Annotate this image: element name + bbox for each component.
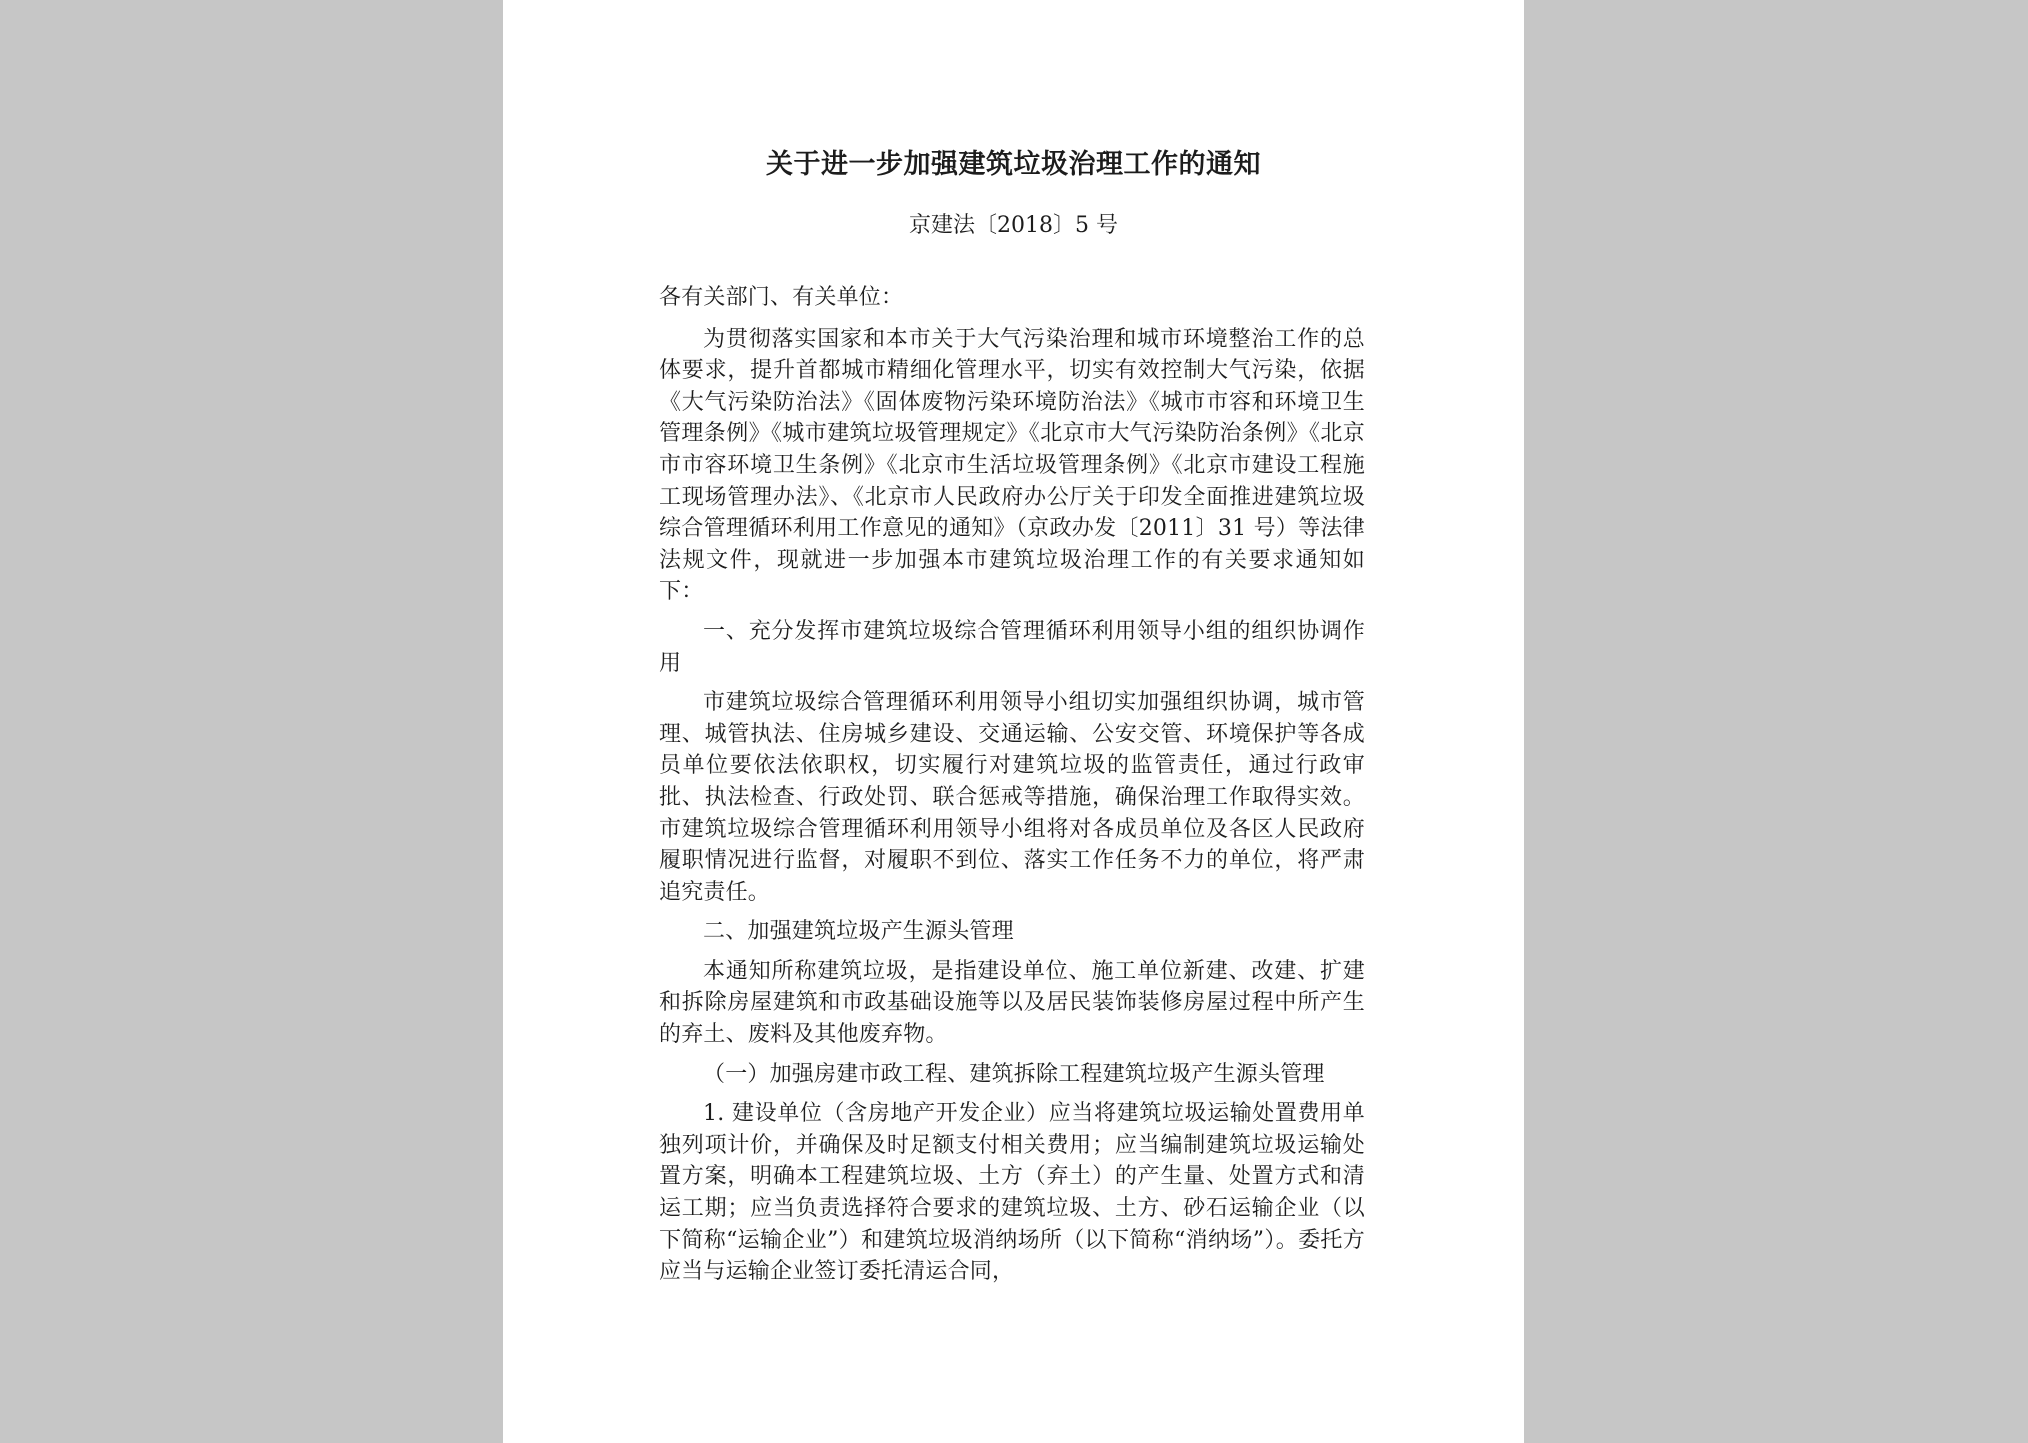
document-title: 关于进一步加强建筑垃圾治理工作的通知 — [766, 149, 1261, 180]
subsection-heading-1: （一）加强房建市政工程、建筑拆除工程建筑垃圾产生源头管理 — [703, 1061, 1325, 1087]
document-page — [503, 0, 1524, 1443]
document-body — [659, 282, 1365, 1296]
document-number: 京建法〔2018〕5 号 — [909, 213, 1118, 238]
section-heading-1: 一、充分发挥市建筑垃圾综合管理循环利用领导小组的组织协调作用 — [659, 618, 1365, 676]
paragraph-intro: 为贯彻落实国家和本市关于大气污染治理和城市环境整治工作的总体要求，提升首都城市精细化管理水平，切实有效控制大气污染，依据《大气污染防治法》《固体废物污染环境防治法》《城市市容和环境卫生管理条例》《城市建筑垃圾管理规定》《北京市大气污染防治条例》《北京市市容环境卫生条例》《北京市生活垃圾管理条例》《北京市建设工程施工现场管理办法》、《北京市人民政府办公厅关于印发全面推进建筑垃圾综合管理循环利用工作意见的通知》（京政办发〔2011〕31 号）等法律法规文件，现就进一步加强本市建筑垃圾治理工作的有关要求通知如下： — [659, 326, 1365, 605]
salutation: 各有关部门、有关单位： — [659, 285, 904, 310]
paragraph-section-1: 市建筑垃圾综合管理循环利用领导小组切实加强组织协调，城市管理、城管执法、住房城乡建设、交通运输、公安交管、环境保护等各成员单位要依法依职权，切实履行对建筑垃圾的监管责任，通过行政审批、执法检查、行政处罚、联合惩戒等措施，确保治理工作取得实效。市建筑垃圾综合管理循环利用领导小组将对各成员单位及各区人民政府履职情况进行监督，对履职不到位、落实工作任务不力的单位，将严肃追究责任。 — [659, 690, 1365, 905]
paragraph-definition: 本通知所称建筑垃圾，是指建设单位、施工单位新建、改建、扩建和拆除房屋建筑和市政基础设施等以及居民装饰装修房屋过程中所产生的弃土、废料及其他废弃物。 — [659, 958, 1365, 1048]
section-heading-2: 二、加强建筑垃圾产生源头管理 — [703, 919, 1014, 945]
paragraph-item-1: 1. 建设单位（含房地产开发企业）应当将建筑垃圾运输处置费用单独列项计价，并确保及时足额支付相关费用；应当编制建筑垃圾运输处置方案，明确本工程建筑垃圾、土方（弃土）的产生量、处置方式和清运工期；应当负责选择符合要求的建筑垃圾、土方、砂石运输企业（以下简称“运输企业”）和建筑垃圾消纳场所（以下简称“消纳场”）。委托方应当与运输企业签订委托清运合同， — [659, 1101, 1365, 1285]
